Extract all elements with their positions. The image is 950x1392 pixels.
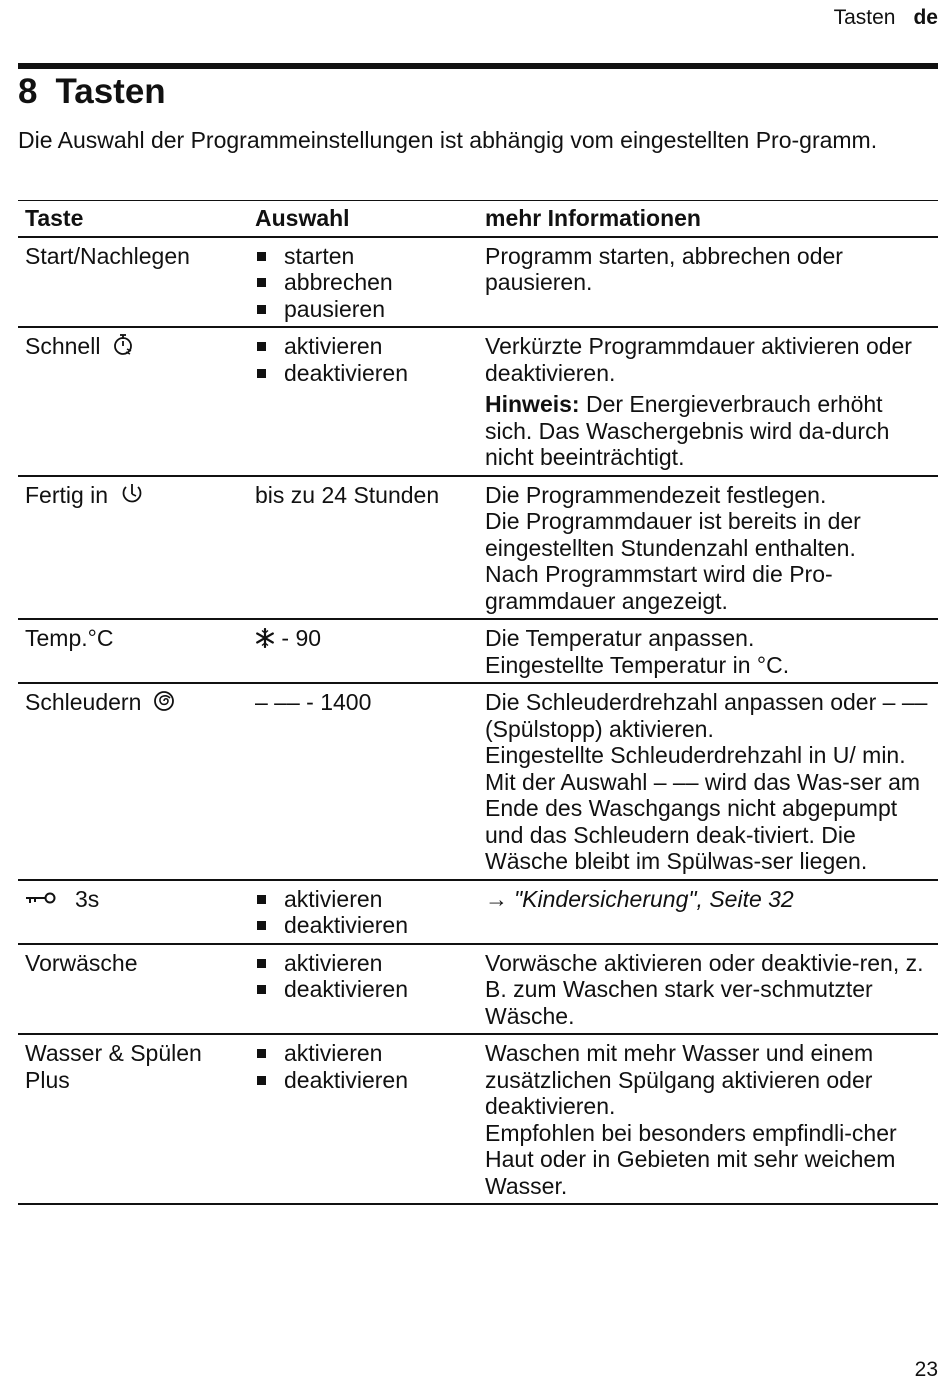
key-cell [18, 1034, 248, 1204]
header-language: de [913, 6, 938, 29]
key-label: Temp.°C [25, 625, 114, 651]
col-header-info: mehr Informationen [478, 201, 938, 237]
key-cell [18, 880, 248, 944]
options-cell [248, 880, 478, 944]
options-cell [248, 944, 478, 1035]
key-cell [18, 619, 248, 683]
info-text: Die Programmendezeit festlegen. [485, 481, 827, 508]
options-cell [248, 327, 478, 476]
info-text: Eingestellte Temperatur in °C. [485, 651, 790, 678]
list-item: aktivieren [255, 886, 472, 913]
info-text: Die Temperatur anpassen. [485, 625, 755, 651]
key-cell [18, 476, 248, 620]
key-label: Fertig in [25, 481, 109, 508]
chapter-rule [18, 63, 938, 69]
selection-value: - 90 [275, 625, 322, 651]
key-label: Schleudern [25, 689, 142, 715]
selection-cell [248, 619, 478, 683]
table-row [18, 880, 938, 944]
key-label: Wasser & Spülen Plus [25, 1040, 202, 1093]
info-cell [478, 476, 938, 620]
table-row [18, 1034, 938, 1204]
table-row [18, 476, 938, 620]
note-body: Der Energieverbrauch erhöht sich. Das Waschergebnis wird da-durch nicht beeinträchtigt. [485, 391, 890, 470]
info-cell [478, 944, 938, 1035]
options-cell [248, 1034, 478, 1204]
finish-in-timer-icon [120, 482, 144, 512]
selection-cell [248, 683, 478, 880]
chapter-title [18, 70, 166, 114]
info-cell [478, 237, 938, 328]
info-text: Empfohlen bei besonders empfindli-cher Haut oder in Gebieten mit sehr weichem Wasser. [485, 1119, 897, 1199]
page-number: 23 [914, 1358, 938, 1381]
table-header-row [18, 201, 938, 237]
list-item: deaktivieren [255, 1067, 472, 1094]
arrow-right-icon: → [485, 885, 508, 912]
key-lock-icon [25, 887, 57, 914]
key-cell [18, 327, 248, 476]
note-label: Hinweis: [485, 391, 580, 417]
speed-perfect-icon [112, 333, 134, 363]
snowflake-icon [255, 627, 275, 654]
selection-cell [248, 476, 478, 620]
options-list [255, 333, 472, 386]
key-label: Schnell [25, 333, 101, 359]
list-item: aktivieren [255, 1040, 472, 1067]
key-cell [18, 237, 248, 328]
options-list [255, 886, 472, 939]
info-cell [478, 619, 938, 683]
table-row [18, 944, 938, 1035]
cross-reference-link[interactable]: "Kindersicherung", Seite 32 [514, 885, 794, 912]
spin-icon [153, 690, 175, 718]
options-cell [248, 237, 478, 328]
list-item: pausieren [255, 296, 472, 323]
selection-value: bis zu 24 Stunden [255, 481, 440, 508]
header-section: Tasten [833, 6, 896, 29]
col-header-taste: Taste [18, 201, 248, 237]
chapter-number: 8 [18, 72, 38, 111]
key-label: Vorwäsche [25, 949, 138, 976]
info-text: Waschen mit mehr Wasser und einem zusätzlichen Spülgang aktivieren oder deaktivieren. [485, 1040, 874, 1119]
col-header-auswahl: Auswahl [248, 201, 478, 237]
table-row [18, 327, 938, 476]
key-cell [18, 944, 248, 1035]
list-item: deaktivieren [255, 976, 472, 1003]
info-text: Verkürzte Programmdauer aktivieren oder deaktivieren. [485, 333, 912, 386]
info-text: Eingestellte Schleuderdrehzahl in U/ min. [485, 742, 906, 768]
options-list [255, 243, 472, 323]
key-label: 3s [75, 885, 100, 912]
list-item: aktivieren [255, 333, 472, 360]
options-list [255, 1040, 472, 1093]
list-item: abbrechen [255, 269, 472, 296]
table-row [18, 237, 938, 328]
info-text: Die Programmdauer ist bereits in der eingestellten Stundenzahl enthalten. [485, 508, 861, 561]
buttons-table [18, 200, 938, 1205]
list-item: aktivieren [255, 950, 472, 977]
intro-text: Die Auswahl der Programmeinstellungen ist abhängig vom eingestellten Pro-gramm. [18, 127, 878, 153]
info-text: Programm starten, abbrechen oder pausieren. [485, 242, 843, 295]
table-row [18, 619, 938, 683]
options-list [255, 950, 472, 1003]
running-header [834, 6, 938, 30]
info-text: Nach Programmstart wird die Pro-grammdauer angezeigt. [485, 561, 833, 614]
list-item: starten [255, 243, 472, 270]
list-item: deaktivieren [255, 912, 472, 939]
info-cell [478, 880, 938, 944]
list-item: deaktivieren [255, 360, 472, 387]
info-text: Die Schleuderdrehzahl anpassen oder – –– (Spülstopp) aktivieren. [485, 689, 928, 742]
info-text: Mit der Auswahl – –– wird das Was-ser am Ende des Waschgangs nicht abgepumpt und das Schleudern deak-tiviert. Die Wäsche bleibt im Spülwas-ser liegen. [485, 768, 921, 874]
table-row [18, 683, 938, 880]
cross-reference[interactable] [485, 886, 932, 913]
info-text: Vorwäsche aktivieren oder deaktivie-ren, z. B. zum Waschen stark ver-schmutzter Wäsche. [485, 949, 924, 1029]
chapter-title-text: Tasten [55, 72, 166, 111]
note-text [485, 391, 932, 471]
info-cell [478, 327, 938, 476]
info-cell [478, 1034, 938, 1204]
key-label: Start/Nachlegen [25, 242, 190, 269]
selection-value: – –– - 1400 [255, 689, 372, 715]
info-cell [478, 683, 938, 880]
key-cell [18, 683, 248, 880]
